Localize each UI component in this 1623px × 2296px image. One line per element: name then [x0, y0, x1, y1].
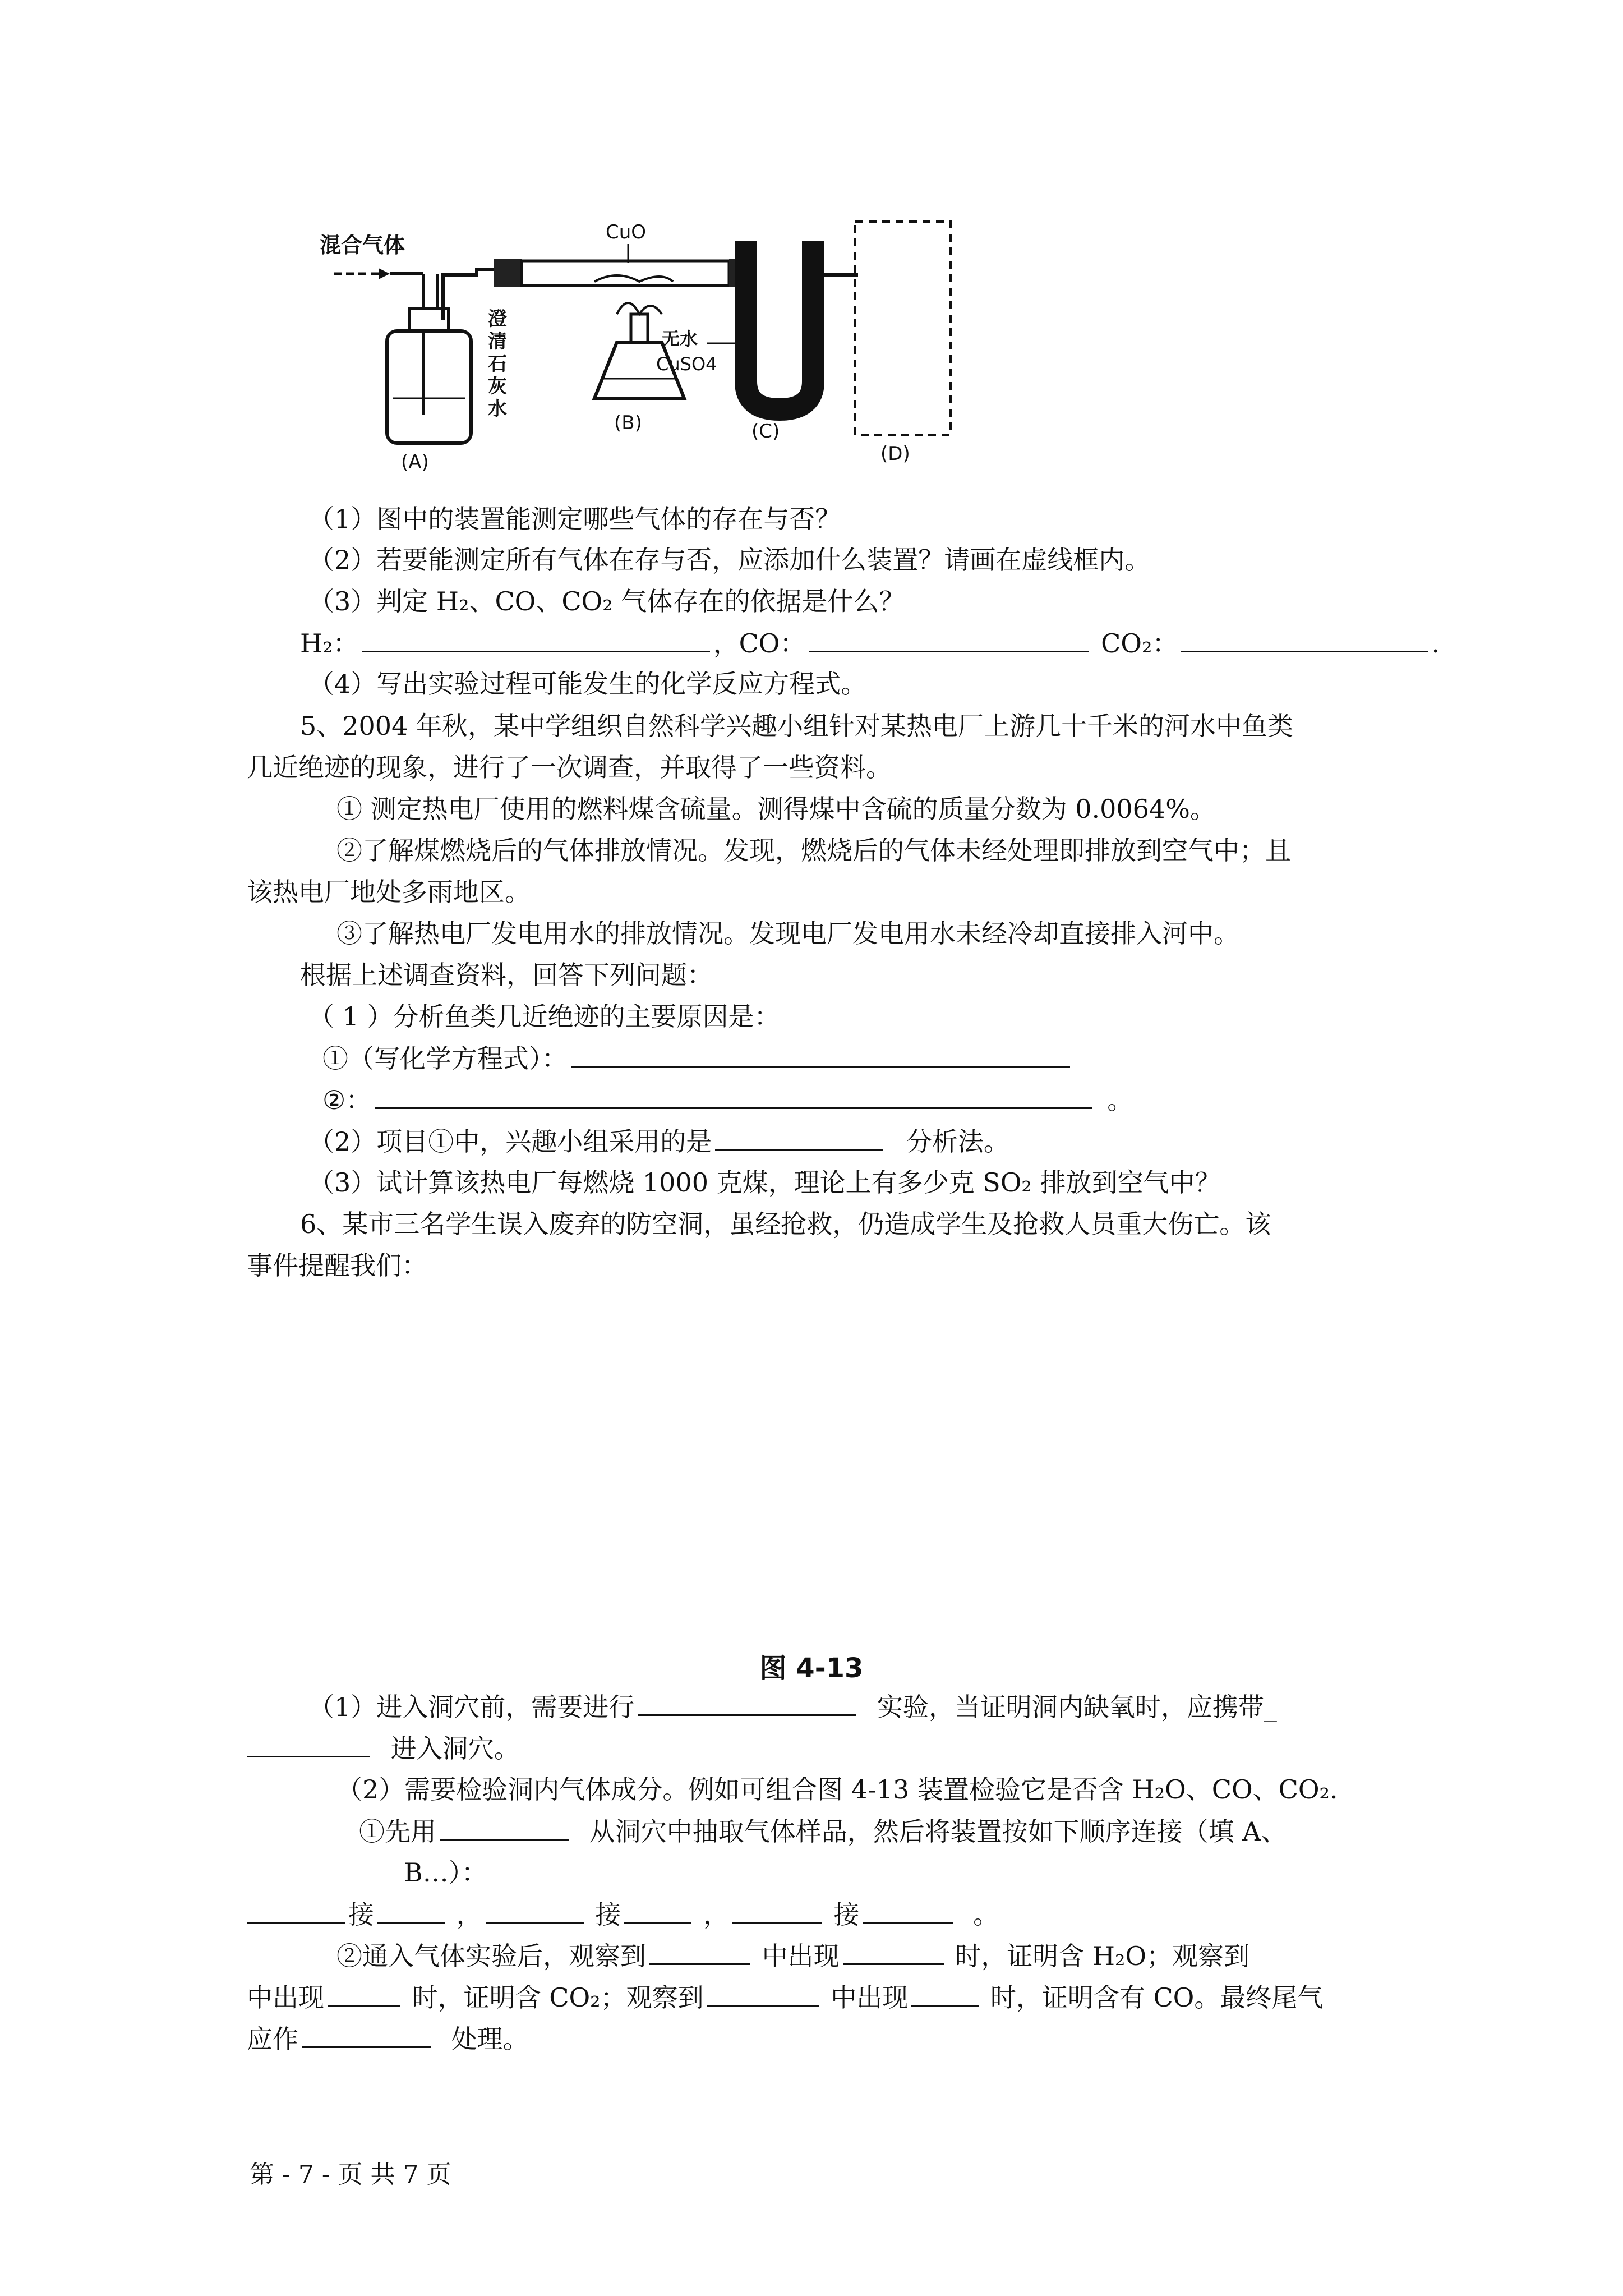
q5-part2 — [308, 1124, 1009, 1158]
q5-part1a-label: ①（写化学方程式）： — [322, 1043, 568, 1074]
h2-answer-blank[interactable] — [362, 626, 710, 652]
q6-part1-cont — [247, 1731, 520, 1765]
co2-answer-blank[interactable] — [1181, 626, 1428, 652]
label-d: (D) — [880, 443, 910, 465]
cuo-tube — [522, 261, 729, 286]
cuo-label: CuO — [606, 221, 647, 243]
connect-blank-1[interactable] — [247, 1897, 345, 1924]
observe-blank-5[interactable] — [911, 1980, 979, 2007]
observe-blank-4[interactable] — [707, 1980, 819, 2007]
co-answer-blank[interactable] — [809, 626, 1089, 652]
q6-part2a-pre: ①先用 — [359, 1816, 436, 1847]
q5-part3: （3）试计算该热电厂每燃烧 1000 克煤，理论上有多少克 SO₂ 排放到空气中？ — [308, 1167, 1221, 1198]
q5-part1: （ 1 ）分析鱼类几近绝迹的主要原因是： — [308, 1001, 780, 1032]
cuso4-label: CuSO4 — [656, 353, 717, 375]
reason-blank[interactable] — [375, 1083, 1092, 1109]
label-b: (B) — [614, 412, 642, 434]
q6-part1-post: 进入洞穴。 — [390, 1733, 520, 1764]
q4-part2: （2）若要能测定所有气体在存与否，应添加什么装置？请画在虚线框内。 — [308, 545, 1151, 575]
sampling-tool-blank[interactable] — [440, 1814, 569, 1841]
connect-blank-6[interactable] — [863, 1897, 953, 1924]
q6-part2b-3: 时，证明含 H₂O；观察到 — [955, 1941, 1250, 1971]
q6-part1 — [308, 1690, 1277, 1724]
q5-part1b-end: 。 — [1107, 1085, 1133, 1115]
q6-part2c — [247, 1980, 1323, 2014]
figure-caption: 图 4-13 — [759, 1653, 864, 1684]
label-a: (A) — [401, 451, 429, 473]
observe-blank-1[interactable] — [649, 1939, 750, 1965]
h2-label: H₂： — [300, 628, 359, 659]
q5-item1: ① 测定热电厂使用的燃料煤含硫量。测得煤中含硫的质量分数为 0.0064%。 — [336, 794, 1216, 824]
q4-part4: （4）写出实验过程可能发生的化学反应方程式。 — [308, 669, 867, 699]
page-footer: 第 - 7 - 页 共 7 页 — [250, 2160, 451, 2189]
connect-blank-2[interactable] — [377, 1897, 445, 1924]
observe-blank-3[interactable] — [328, 1980, 400, 2007]
bottle-a — [387, 331, 471, 443]
label-c: (C) — [751, 420, 780, 443]
reagent-a-char-5: 水 — [488, 398, 507, 420]
q6-part1-pre: （1）进入洞穴前，需要进行 — [308, 1692, 635, 1722]
q6-part2b-2: 中出现 — [762, 1941, 840, 1971]
anhydrous-label: 无水 — [662, 328, 698, 349]
co2-label: CO₂： — [1101, 628, 1178, 659]
q5-item2-line1: ②了解煤燃烧后的气体排放情况。发现，燃烧后的气体未经处理即排放到空气中；且 — [336, 835, 1291, 866]
apparatus-diagram — [303, 213, 976, 477]
q4-part1: （1）图中的装置能测定哪些气体的存在与否？ — [308, 504, 841, 534]
q6-part2d-1: 应作 — [247, 2024, 298, 2054]
q5-part2-post: 分析法。 — [906, 1126, 1009, 1157]
q4-part3: （3）判定 H₂、CO、CO₂ 气体存在的依据是什么？ — [308, 586, 905, 616]
q5-item3: ③了解热电厂发电用水的排放情况。发现电厂发电用水未经冷却直接排入河中。 — [336, 918, 1239, 949]
q5-prompt: 根据上述调查资料，回答下列问题： — [300, 960, 713, 990]
jie-2: 接 — [595, 1899, 621, 1930]
q6-part2d-2: 处理。 — [451, 2024, 529, 2054]
reagent-a-char-2: 清 — [488, 330, 507, 353]
connect-blank-5[interactable] — [732, 1897, 822, 1924]
q5-part2-pre: （2）项目①中，兴趣小组采用的是 — [308, 1126, 712, 1157]
q6-part2c-4: 时，证明含有 CO。最终尾气 — [990, 1982, 1324, 2013]
reagent-a-char-4: 灰 — [488, 375, 507, 398]
co-label: ，CO： — [713, 628, 806, 659]
q6-part2b-1: ②通入气体实验后，观察到 — [336, 1941, 646, 1971]
q5-item2-line2: 该热电厂地处多雨地区。 — [247, 877, 531, 907]
q6-part1-mid: 实验，当证明洞内缺氧时，应携带_ — [877, 1692, 1277, 1722]
comma-2: ， — [703, 1899, 729, 1930]
q6-part2c-2: 时，证明含 CO₂；观察到 — [412, 1982, 704, 2013]
comma-1: ， — [456, 1899, 482, 1930]
q5-part1a — [322, 1041, 1073, 1075]
q4-evidence-row — [300, 626, 1440, 660]
tail-gas-blank[interactable] — [302, 2022, 431, 2048]
observe-blank-2[interactable] — [843, 1939, 944, 1965]
connect-blank-4[interactable] — [624, 1897, 691, 1924]
q5-intro-line1: 5、2004 年秋，某中学组织自然科学兴趣小组针对某热电厂上游几十千米的河水中鱼类 — [300, 711, 1293, 741]
q6-intro-line2: 事件提醒我们： — [247, 1250, 427, 1281]
q5-intro-line2: 几近绝迹的现象，进行了一次调查，并取得了一些资料。 — [247, 752, 892, 783]
q6-part2a-cont: B…）： — [404, 1857, 487, 1888]
q6-part2d — [247, 2022, 529, 2056]
q5-part1b-label: ②： — [322, 1085, 372, 1115]
gas-inlet-label: 混合气体 — [320, 233, 405, 257]
q6-part2a-post: 从洞穴中抽取气体样品，然后将装置按如下顺序连接（填 A、 — [589, 1816, 1287, 1847]
jie-1: 接 — [348, 1899, 374, 1930]
u-tube-c — [746, 241, 813, 409]
reagent-a-char-1: 澄 — [488, 308, 507, 330]
experiment-blank[interactable] — [638, 1690, 856, 1716]
jie-3: 接 — [833, 1899, 860, 1930]
q6-part2c-3: 中出现 — [831, 1982, 909, 2013]
analysis-method-blank[interactable] — [715, 1124, 883, 1151]
q6-part2c-1: 中出现 — [247, 1982, 324, 2013]
equipment-blank[interactable] — [247, 1731, 370, 1757]
end-dot: . — [1431, 628, 1440, 659]
equation-blank[interactable] — [571, 1041, 1070, 1068]
q6-part2a — [359, 1814, 1287, 1848]
q6-intro-line1: 6、某市三名学生误入废弃的防空洞，虽经抢救，仍造成学生及抢救人员重大伤亡。该 — [300, 1209, 1271, 1239]
q5-part1b — [322, 1083, 1133, 1117]
q6-part2b — [336, 1939, 1249, 1973]
dashed-box-d — [855, 222, 951, 435]
connect-blank-3[interactable] — [486, 1897, 584, 1924]
q6-connection-order — [247, 1897, 999, 1931]
period-1: 。 — [973, 1899, 999, 1930]
reagent-a-char-3: 石 — [488, 353, 507, 375]
q6-part2: （2）需要检验洞内气体成分。例如可组合图 4-13 装置检验它是否含 H₂O、CO、CO₂. — [336, 1774, 1338, 1805]
